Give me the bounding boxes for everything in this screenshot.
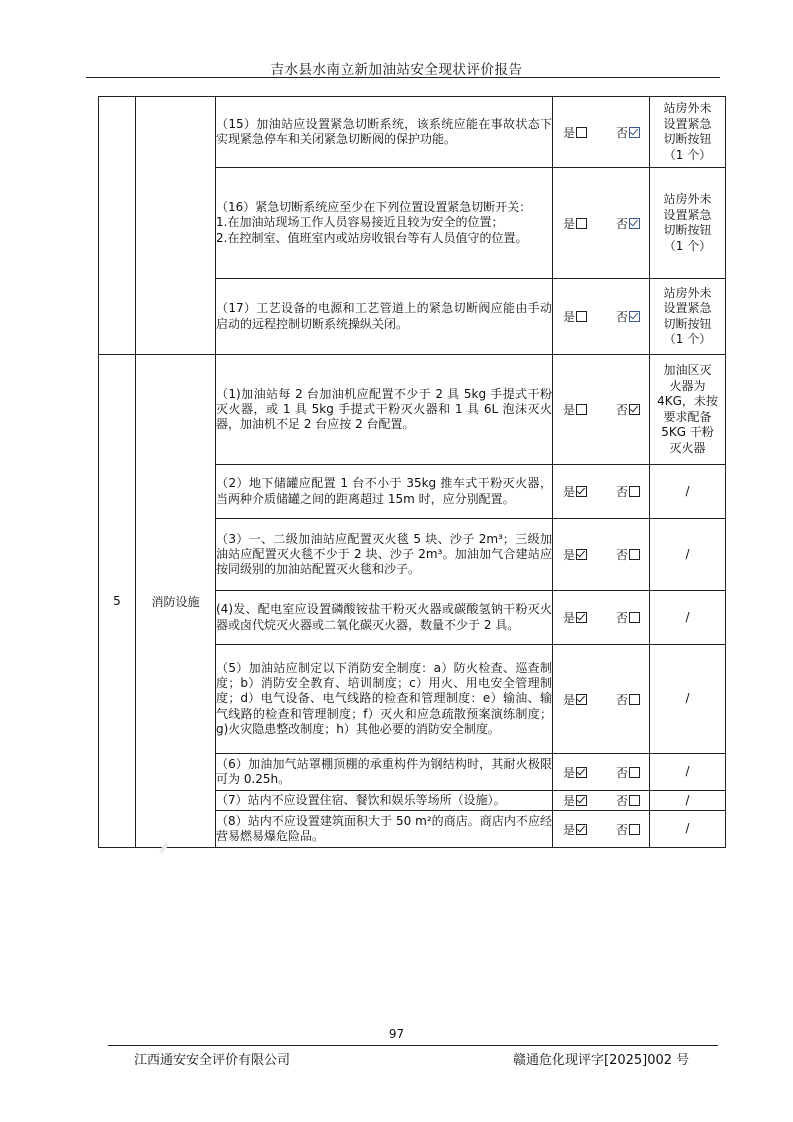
requirement-cell — [216, 591, 553, 645]
remark-text: 要求配备 — [663, 409, 712, 424]
requirement-cell — [216, 791, 553, 811]
option-no — [616, 821, 640, 838]
report-title: 吉水县水南立新加油站安全现状评价报告 — [270, 62, 523, 78]
page-number: 97 — [388, 1027, 405, 1041]
yes-label: 是 — [563, 310, 576, 324]
item-number-cell: 5 — [99, 355, 136, 848]
compliance-cell — [553, 791, 650, 811]
option-no — [616, 483, 640, 500]
option-no — [616, 764, 640, 781]
requirement-cell — [216, 279, 553, 355]
remark-cell — [650, 355, 726, 465]
option-no — [616, 546, 640, 563]
remark-text: / — [685, 764, 690, 779]
option-yes — [563, 821, 587, 838]
empty-box-icon — [629, 486, 640, 497]
remark-text: 灭火器 — [669, 440, 706, 455]
remark-text: 加油区灭 — [663, 363, 712, 377]
yes-label: 是 — [563, 485, 576, 499]
remark-cell — [650, 754, 726, 791]
remark-text: 5KG 干粉 — [661, 425, 714, 439]
checked-box-icon — [576, 549, 587, 560]
remark-cell — [650, 519, 726, 591]
requirement-text: 2.在控制室、值班室内或站房收银台等有人员值守的位置。 — [216, 230, 528, 245]
requirement-cell — [216, 645, 553, 754]
remark-cell — [650, 811, 726, 848]
no-label: 否 — [615, 794, 628, 808]
empty-box-icon — [629, 549, 640, 560]
requirement-cell — [216, 754, 553, 791]
requirement-text: （1)加油站每 2 台加油机应配置不少于 2 具 5kg 手提式干粉灭火器，或 1 具 5kg 手提式干粉灭火器和 1 具 6L 泡沫灭火器，加油机不足 2 台应按 2 台配置。 — [216, 386, 552, 432]
remark-cell — [650, 791, 726, 811]
remark-text: 设置紧急 — [663, 207, 712, 222]
option-yes — [563, 546, 587, 563]
empty-box-icon — [629, 767, 640, 778]
requirement-cell — [216, 97, 553, 168]
option-no — [616, 691, 640, 708]
option-yes — [563, 691, 587, 708]
empty-box-icon — [629, 612, 640, 623]
requirement-text: (4)发、配电室应设置磷酸铵盐干粉灭火器或碳酸氢钠干粉灭火器或卤代烷灭火器或二氧化碳灭火器，数量不少于 2 具。 — [216, 602, 552, 632]
remark-cell — [650, 97, 726, 168]
checked-box-icon — [576, 694, 587, 705]
yes-label: 是 — [563, 125, 576, 140]
option-yes — [563, 483, 587, 500]
compliance-cell — [553, 279, 650, 355]
requirement-cell — [216, 519, 553, 591]
yes-label: 是 — [563, 548, 576, 562]
checked-box-icon — [576, 767, 587, 778]
option-no — [616, 401, 640, 418]
remark-text: 火器为 — [669, 378, 706, 393]
option-yes — [563, 308, 587, 325]
checked-box-icon — [576, 795, 587, 806]
requirement-text: （8）站内不应设置建筑面积大于 50 m²的商店。商店内不应经营易燃易爆危险品。 — [216, 813, 552, 843]
remark-cell — [650, 591, 726, 645]
remark-cell — [650, 168, 726, 279]
requirement-text: （7）站内不应设置住宿、餐饮和娱乐等场所（设施）。 — [216, 792, 506, 807]
yes-label: 是 — [563, 822, 576, 837]
requirement-text: （6）加油加气站罩棚顶棚的承重构件为钢结构时，其耐火极限可为 0.25h。 — [216, 756, 552, 786]
remark-text: 4KG，未按 — [657, 394, 718, 408]
remark-text: 站房外未 — [663, 101, 712, 115]
remark-cell — [650, 465, 726, 519]
header-divider — [86, 77, 720, 78]
compliance-cell — [553, 168, 650, 279]
no-label: 否 — [615, 485, 628, 499]
checked-box-icon — [576, 612, 587, 623]
no-label: 否 — [615, 125, 628, 140]
remark-cell — [650, 279, 726, 355]
remark-text: （1 个） — [663, 147, 712, 162]
remark-text: / — [685, 546, 690, 561]
empty-box-icon — [629, 824, 640, 835]
checked-box-icon — [576, 486, 587, 497]
option-no — [616, 308, 640, 325]
remark-text: 站房外未 — [663, 192, 712, 206]
remark-text: 站房外未 — [663, 285, 712, 300]
remark-text: / — [685, 821, 690, 836]
category-cell — [136, 97, 216, 355]
empty-box-icon — [629, 795, 640, 806]
requirement-cell — [216, 465, 553, 519]
requirement-cell — [216, 168, 553, 279]
remark-text: / — [685, 483, 690, 498]
requirement-cell — [216, 811, 553, 848]
empty-box-icon — [576, 404, 587, 415]
checked-box-icon — [629, 404, 640, 415]
remark-text: 设置紧急 — [663, 116, 712, 131]
remark-text: （1 个） — [663, 332, 712, 346]
option-yes — [563, 609, 587, 626]
no-label: 否 — [615, 403, 628, 417]
requirement-text: （5）加油站应制定以下消防安全制度：a）防火检查、巡查制度；b）消防安全教育、培训制度；c）用火、用电安全管理制度；d）电气设备、电气线路的检查和管理制度：e）输油、输气线路的检查和管理制度；f）灭火和应急疏散预案演练制度；g)火灾隐患整改制度；h）其他必要的消防安全制度。 — [216, 660, 552, 736]
yes-label: 是 — [563, 216, 576, 231]
remark-text: 设置紧急 — [663, 301, 712, 315]
remark-text: 切断按钮 — [663, 223, 712, 237]
option-no — [616, 792, 640, 809]
option-yes — [563, 124, 587, 141]
table-row — [99, 97, 726, 168]
requirement-text: （16）紧急切断系统应至少在下列位置设置紧急切断开关： — [216, 200, 532, 215]
option-yes — [563, 215, 587, 232]
empty-box-icon — [576, 311, 587, 322]
compliance-cell — [553, 645, 650, 754]
checked-box-icon — [576, 824, 587, 835]
no-label: 否 — [615, 765, 628, 780]
yes-label: 是 — [563, 611, 576, 625]
remark-text: / — [685, 609, 690, 624]
footer-company: 江西通安安全评价有限公司 — [134, 1053, 291, 1068]
evaluation-table — [98, 96, 726, 848]
checked-box-icon — [629, 218, 640, 229]
yes-label: 是 — [563, 692, 576, 707]
requirement-text: （2）地下储罐应配置 1 台不小于 35kg 推车式干粉灭火器，当两种介质储罐之间的距离超过 15m 时，应分别配置。 — [216, 476, 552, 506]
compliance-cell — [553, 465, 650, 519]
no-label: 否 — [615, 310, 628, 324]
requirement-text: 1.在加油站现场工作人员容易接近且较为安全的位置； — [216, 215, 504, 230]
requirement-text: （3）一、二级加油站应配置灭火毯 5 块、沙子 2m³；三级加油站应配置灭火毯不少于 2 块、沙子 2m³。加油加气合建站应按同级别的加油站配置灭火毯和沙子。 — [216, 531, 552, 577]
remark-text: 切断按钮 — [663, 316, 712, 331]
no-label: 否 — [615, 692, 628, 707]
compliance-cell — [553, 591, 650, 645]
item-number-cell — [99, 97, 136, 355]
checked-box-icon — [629, 311, 640, 322]
yes-label: 是 — [563, 403, 576, 417]
remark-text: 切断按钮 — [663, 132, 712, 146]
option-no — [616, 609, 640, 626]
remark-text: / — [685, 792, 690, 807]
option-yes — [563, 401, 587, 418]
no-label: 否 — [615, 548, 628, 562]
requirement-text: （15）加油站应设置紧急切断系统，该系统应能在事故状态下实现紧急停车和关闭紧急切断阀的保护功能。 — [216, 116, 552, 146]
remark-text: （1 个） — [663, 238, 712, 253]
no-label: 否 — [615, 822, 628, 837]
checked-box-icon — [629, 127, 640, 138]
yes-label: 是 — [563, 794, 576, 808]
no-label: 否 — [615, 216, 628, 231]
empty-box-icon — [576, 218, 587, 229]
requirement-text: （17）工艺设备的电源和工艺管道上的紧急切断阀应能由手动启动的远程控制切断系统操纵关闭。 — [216, 301, 552, 331]
compliance-cell — [553, 355, 650, 465]
option-no — [616, 124, 640, 141]
table-row — [99, 355, 726, 465]
option-yes — [563, 764, 587, 781]
requirement-cell — [216, 355, 553, 465]
remark-cell — [650, 645, 726, 754]
option-yes — [563, 792, 587, 809]
remark-text: / — [685, 691, 690, 706]
yes-label: 是 — [563, 765, 576, 780]
compliance-cell — [553, 97, 650, 168]
compliance-cell — [553, 519, 650, 591]
compliance-cell — [553, 811, 650, 848]
empty-box-icon — [576, 127, 587, 138]
footer-doc-number: 赣通危化现评字[2025]002 号 — [513, 1053, 690, 1068]
compliance-cell — [553, 754, 650, 791]
option-no — [616, 215, 640, 232]
footer-divider — [108, 1045, 718, 1046]
empty-box-icon — [629, 694, 640, 705]
category-cell: 消防设施 — [136, 355, 216, 848]
no-label: 否 — [615, 611, 628, 625]
